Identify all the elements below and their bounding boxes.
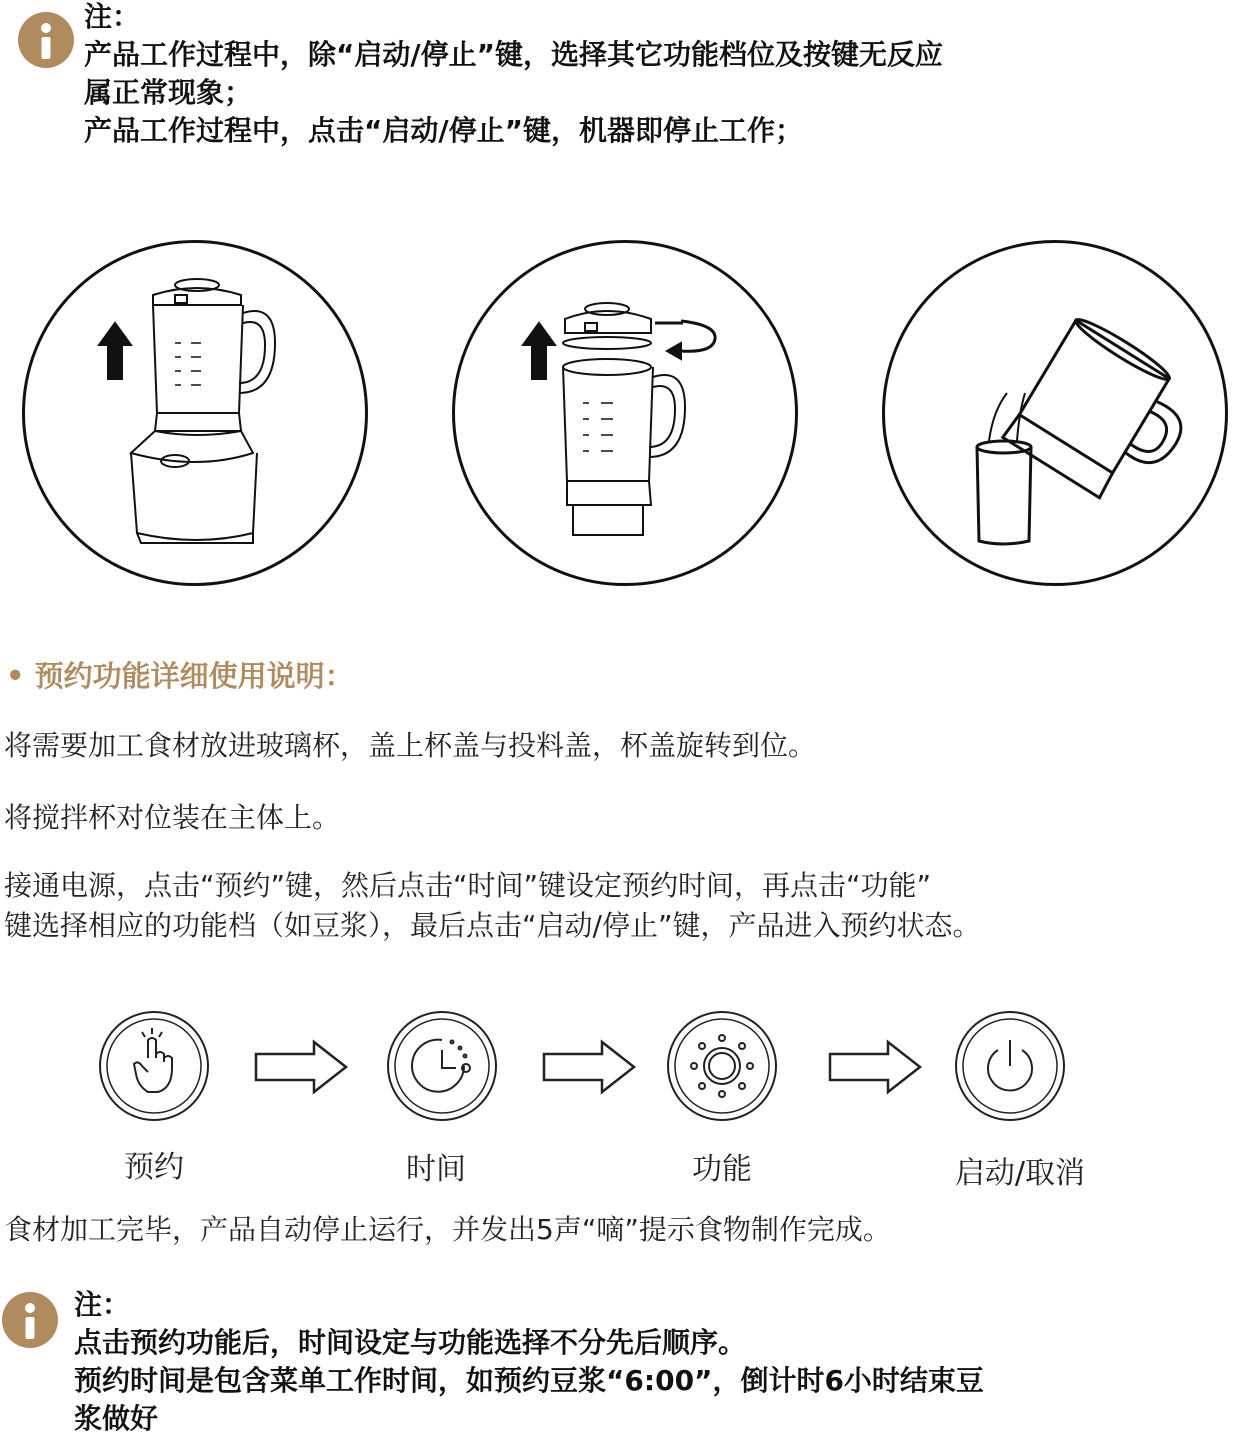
power-icon — [954, 1010, 1066, 1122]
paragraph: 接通电源，点击“预约”键，然后点击“时间”键设定预约时间，再点击“功能” — [4, 869, 932, 902]
paragraph: 将需要加工食材放进玻璃杯，盖上杯盖与投料盖，杯盖旋转到位。 — [4, 729, 817, 762]
note-line: 预约时间是包含菜单工作时间，如预约豆浆“6:00”，倒计时6小时结束豆 — [74, 1364, 984, 1397]
note-line: 产品工作过程中，除“启动/停止”键，选择其它功能档位及按键无反应 — [84, 38, 944, 71]
note-label: 注： — [74, 1288, 131, 1321]
sun-function-icon — [666, 1010, 778, 1122]
note-line: 浆做好 — [74, 1402, 159, 1435]
blender-lift-icon — [25, 243, 365, 583]
note-line: 属正常现象； — [84, 76, 253, 109]
pour-icon — [885, 243, 1225, 583]
bullet: • — [6, 659, 25, 693]
bottom-note — [74, 1286, 984, 1438]
finish-text: 食材加工完毕，产品自动停止运行，并发出5声“嘀”提示食物制作完成。 — [4, 1213, 891, 1246]
note-line: 点击预约功能后，时间设定与功能选择不分先后顺序。 — [74, 1326, 747, 1359]
note-label: 注： — [84, 0, 141, 33]
paragraph: 将搅拌杯对位装在主体上。 — [4, 801, 341, 834]
arrow-icon — [252, 1038, 350, 1100]
top-note — [84, 0, 943, 150]
section-title — [6, 654, 354, 695]
tap-hand-icon — [98, 1010, 210, 1122]
step-label-function: 功能 — [692, 1152, 752, 1187]
illustration-lid-twist — [452, 240, 798, 586]
illustration-blender-lift — [22, 240, 368, 586]
step-label-time: 时间 — [406, 1152, 466, 1187]
step-label-reserve: 预约 — [124, 1150, 184, 1185]
step-label-start-cancel: 启动/取消 — [954, 1156, 1086, 1191]
note-line: 产品工作过程中，点击“启动/停止”键，机器即停止工作； — [84, 114, 804, 147]
paragraph: 键选择相应的功能档（如豆浆），最后点击“启动/停止”键，产品进入预约状态。 — [4, 909, 981, 942]
illustration-pour — [882, 240, 1228, 586]
info-icon — [18, 12, 74, 68]
clock-icon — [386, 1010, 498, 1122]
lid-twist-icon — [455, 243, 795, 583]
arrow-icon — [540, 1038, 638, 1100]
section-title-text: 预约功能详细使用说明： — [34, 659, 354, 693]
info-icon — [2, 1292, 58, 1348]
arrow-icon — [826, 1038, 924, 1100]
